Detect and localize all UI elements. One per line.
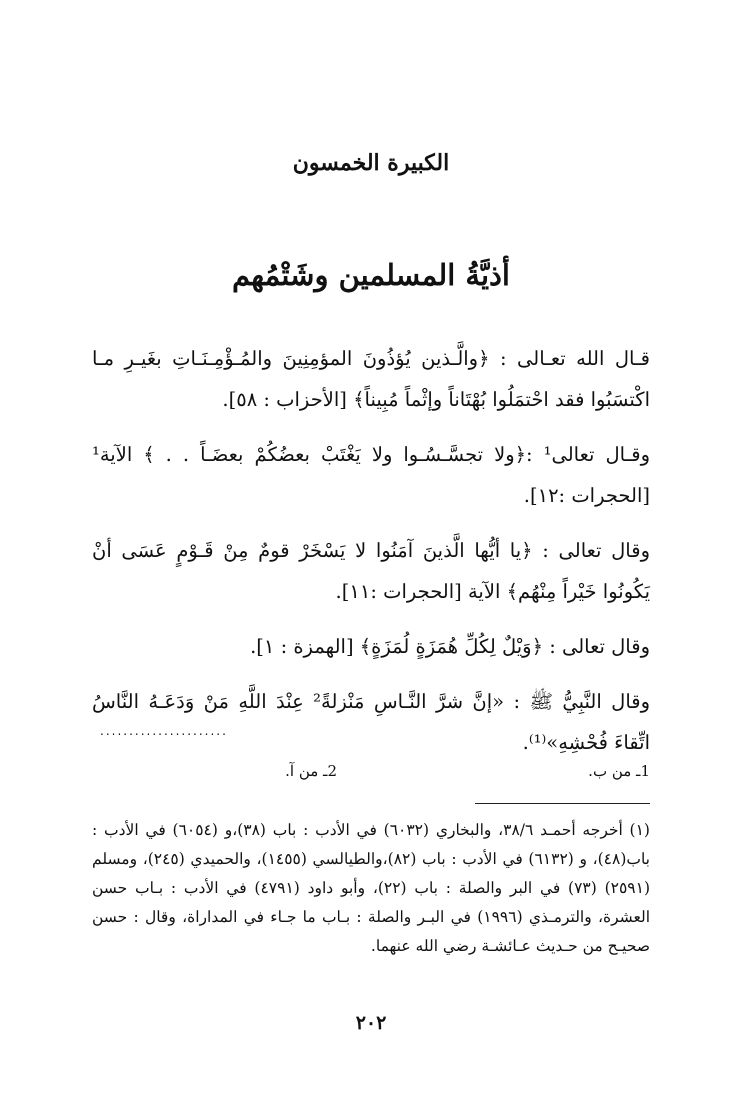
paragraph-hadith: وقال النَّبِيُّ ﷺ : «إنَّ شرَّ النَّـاسِ مَنْزلةً² عِنْدَ اللَّهِ مَنْ وَدَعَـهُ النَّاسُ اتِّقاءَ فُحْشِهِ»⁽¹⁾.: [92, 690, 651, 754]
paragraph-verse-humazah: وقال تعالى : ﴿وَيْلٌ لِكُلِّ هُمَزَةٍ لُمَزَةٍ﴾ [الهمزة : ١].: [250, 635, 650, 658]
paragraph-verse-ahzab: قـال الله تعـالى : ﴿والَّـذين يُؤذُونَ المؤمِنِينَ والمُـؤْمِـنَـاتِ بغَيـرِ مـا اكْتسَبُوا فقد احْتمَلُوا بُهْتَاناً وإثْماً مُبِيناً﴾ [الأحزاب : ٥٨].: [92, 347, 650, 411]
footnote-text: (١) أخرجه أحمـد ٣٨/٦، والبخاري (٦٠٣٢) في الأدب : باب (٣٨)،و (٦٠٥٤) في الأدب : باب(٤٨)، و (٦١٣٢) في الأدب : باب (٨٢)،والطيالسي (١٤٥٥)، والحميدي (٢٤٥)، ومسلم (٢٥٩١) (٧٣) في البر والصلة : باب (٢٢)، وأبو داود (٤٧٩١) في الأدب : بـاب حسن العشرة، والترمـذي (١٩٩٦) في البـر والصلة : بـاب ما جـاء في المداراة، وقال : حسن صحيـح من حـديث عـائشـة رضي الله عنهما.: [92, 821, 650, 955]
section-title: أذيَّةُ المسلمين وشَتْمُهم: [232, 258, 510, 292]
chapter-title: الكبيرة الخمسون: [292, 150, 450, 176]
footnote-divider: [475, 803, 650, 804]
paragraph-verse-hujurat-11: وقال تعالى : ﴿يا أيُّها الَّذينَ آمَنُوا لا يَسْخَرْ قومٌ مِنْ قَـوْمٍ عَسَى أنْ يَكُونُوا خَيْراً مِنْهُم﴾ الآية [الحجرات :١١].: [92, 539, 650, 603]
dotted-separator: ......................: [100, 724, 228, 738]
page-number: ٢٠٢: [355, 1012, 387, 1034]
variant-note-1: 1ـ من ب.: [588, 762, 650, 780]
paragraph-verse-hujurat-12: وقـال تعالى¹ :﴿ولا تجسَّـسُـوا ولا يَغْتَبْ بعضُكُمْ بعضَـاً . . ﴾ الآية¹ [الحجرات :١٢].: [92, 443, 651, 507]
main-text: [92, 338, 650, 777]
variant-note-2: 2ـ من آ.: [285, 762, 337, 780]
